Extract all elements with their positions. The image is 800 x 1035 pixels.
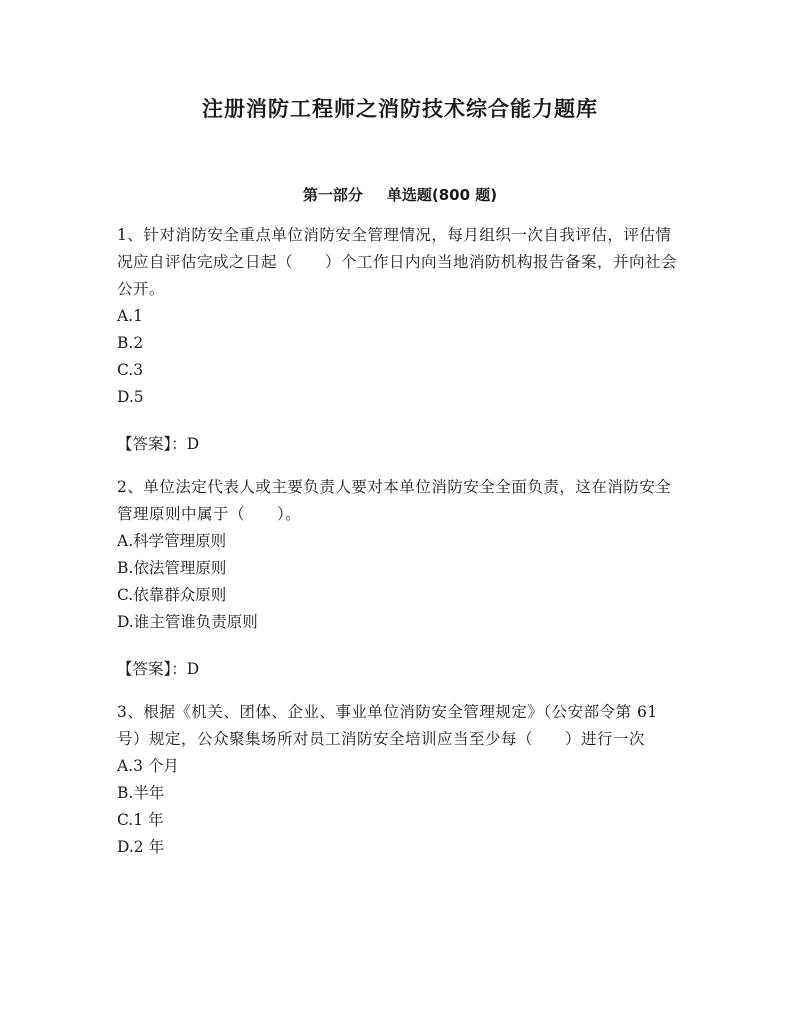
section-heading	[0, 183, 800, 207]
question-stem: 1、针对消防安全重点单位消防安全管理情况，每月组织一次自我评估，评估情况应自评估完成之日起（ ）个工作日内向当地消防机构报告备案，并向社会公开。	[117, 226, 678, 298]
question-stem: 2、单位法定代表人或主要负责人要对本单位消防安全全面负责，这在消防安全管理原则中属于（ ）。	[117, 478, 672, 523]
answer-label: 【答案】：	[117, 435, 187, 453]
answer-value: D	[186, 660, 200, 678]
option-d: D.谁主管谁负责原则	[117, 613, 258, 631]
question-1	[117, 222, 681, 458]
question-3	[117, 699, 681, 861]
option-a: A.3 个月	[117, 757, 179, 775]
section-name: 单选题(800 题)	[386, 186, 498, 204]
option-c: C.3	[117, 361, 144, 379]
answer-line	[117, 656, 681, 683]
option-b: B.依法管理原则	[117, 559, 227, 577]
option-a: A.科学管理原则	[117, 532, 227, 550]
option-c: C.1 年	[117, 811, 164, 829]
option-c: C.依靠群众原则	[117, 586, 227, 604]
option-b: B.半年	[117, 784, 165, 802]
question-list	[117, 222, 681, 861]
answer-line	[117, 431, 681, 458]
answer-label: 【答案】：	[117, 660, 187, 678]
option-a: A.1	[117, 307, 143, 325]
document-title: 注册消防工程师之消防技术综合能力题库	[202, 97, 598, 121]
question-stem: 3、根据《机关、团体、企业、事业单位消防安全管理规定》（公安部令第 61 号）规定，公众聚集场所对员工消防安全培训应当至少每（ ）进行一次	[117, 703, 658, 748]
option-b: B.2	[117, 334, 144, 352]
answer-value: D	[186, 435, 200, 453]
option-d: D.5	[117, 388, 144, 406]
section-part: 第一部分	[302, 186, 363, 204]
option-d: D.2 年	[117, 838, 165, 856]
question-2	[117, 474, 681, 683]
